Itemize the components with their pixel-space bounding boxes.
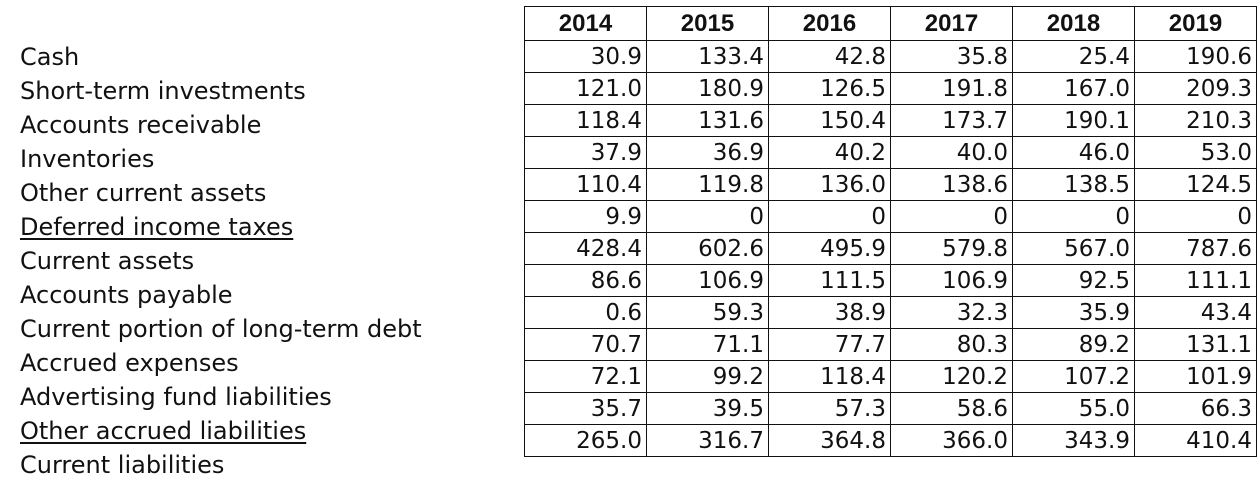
- value-cell: 167.0: [1013, 73, 1135, 105]
- row-label-text: Current liabilities: [20, 451, 225, 479]
- value-cell: 70.7: [525, 329, 647, 361]
- value-cell: 35.8: [891, 41, 1013, 73]
- value-cell: 46.0: [1013, 137, 1135, 169]
- value-cell: 43.4: [1135, 297, 1257, 329]
- row-label-text: Other current assets: [20, 179, 267, 207]
- value-cell: 364.8: [769, 425, 891, 457]
- value-cell: 133.4: [647, 41, 769, 73]
- value-cell: 99.2: [647, 361, 769, 393]
- row-label: [20, 74, 422, 108]
- value-cell: 106.9: [891, 265, 1013, 297]
- table-row: [525, 105, 1257, 137]
- value-cell: 35.7: [525, 393, 647, 425]
- value-cell: 107.2: [1013, 361, 1135, 393]
- value-cell: 40.0: [891, 137, 1013, 169]
- value-cell: 138.5: [1013, 169, 1135, 201]
- value-cell: 131.6: [647, 105, 769, 137]
- value-cell: 0: [1135, 201, 1257, 233]
- value-cell: 126.5: [769, 73, 891, 105]
- value-cell: 0: [1013, 201, 1135, 233]
- value-cell: 53.0: [1135, 137, 1257, 169]
- value-cell: 32.3: [891, 297, 1013, 329]
- value-cell: 110.4: [525, 169, 647, 201]
- value-cell: 35.9: [1013, 297, 1135, 329]
- row-label: [20, 244, 422, 278]
- value-cell: 101.9: [1135, 361, 1257, 393]
- value-cell: 40.2: [769, 137, 891, 169]
- value-cell: 210.3: [1135, 105, 1257, 137]
- row-label-text: Accounts payable: [20, 281, 233, 309]
- table-row: [525, 393, 1257, 425]
- row-label: [20, 380, 422, 414]
- row-label: [20, 210, 422, 244]
- value-cell: 190.1: [1013, 105, 1135, 137]
- row-label-text: Advertising fund liabilities: [20, 383, 332, 411]
- value-cell: 39.5: [647, 393, 769, 425]
- value-cell: 190.6: [1135, 41, 1257, 73]
- value-cell: 71.1: [647, 329, 769, 361]
- value-cell: 30.9: [525, 41, 647, 73]
- value-cell: 131.1: [1135, 329, 1257, 361]
- value-cell: 0: [769, 201, 891, 233]
- value-cell: 92.5: [1013, 265, 1135, 297]
- value-cell: 173.7: [891, 105, 1013, 137]
- table-row: [525, 233, 1257, 265]
- value-cell: 120.2: [891, 361, 1013, 393]
- row-label: [20, 142, 422, 176]
- row-label: [20, 278, 422, 312]
- value-cell: 111.1: [1135, 265, 1257, 297]
- table-row: [525, 201, 1257, 233]
- value-cell: 55.0: [1013, 393, 1135, 425]
- value-cell: 37.9: [525, 137, 647, 169]
- value-cell: 121.0: [525, 73, 647, 105]
- value-cell: 77.7: [769, 329, 891, 361]
- row-label-text: Short-term investments: [20, 77, 306, 105]
- row-label: [20, 346, 422, 380]
- value-cell: 410.4: [1135, 425, 1257, 457]
- year-header: 2016: [769, 7, 891, 41]
- value-cell: 138.6: [891, 169, 1013, 201]
- row-label-text: Inventories: [20, 145, 155, 173]
- value-cell: 66.3: [1135, 393, 1257, 425]
- value-cell: 0: [647, 201, 769, 233]
- value-cell: 58.6: [891, 393, 1013, 425]
- value-cell: 579.8: [891, 233, 1013, 265]
- row-label-text: Other accrued liabilities: [20, 417, 307, 445]
- row-label: [20, 312, 422, 346]
- row-label: [20, 40, 422, 74]
- value-cell: 36.9: [647, 137, 769, 169]
- value-cell: 265.0: [525, 425, 647, 457]
- financial-table: [524, 6, 1257, 457]
- table-row: [525, 73, 1257, 105]
- value-cell: 38.9: [769, 297, 891, 329]
- row-label-text: Current assets: [20, 247, 195, 275]
- value-cell: 191.8: [891, 73, 1013, 105]
- table-row: [525, 41, 1257, 73]
- table-row: [525, 425, 1257, 457]
- value-cell: 316.7: [647, 425, 769, 457]
- value-cell: 366.0: [891, 425, 1013, 457]
- value-cell: 150.4: [769, 105, 891, 137]
- year-header: 2019: [1135, 7, 1257, 41]
- value-cell: 25.4: [1013, 41, 1135, 73]
- table-body: [525, 41, 1257, 457]
- value-cell: 180.9: [647, 73, 769, 105]
- value-cell: 495.9: [769, 233, 891, 265]
- value-cell: 59.3: [647, 297, 769, 329]
- value-cell: 602.6: [647, 233, 769, 265]
- row-label-text: Deferred income taxes: [20, 213, 294, 241]
- year-header: 2017: [891, 7, 1013, 41]
- value-cell: 111.5: [769, 265, 891, 297]
- table-row: [525, 361, 1257, 393]
- value-cell: 118.4: [525, 105, 647, 137]
- year-header: 2015: [647, 7, 769, 41]
- value-cell: 89.2: [1013, 329, 1135, 361]
- year-header: 2014: [525, 7, 647, 41]
- row-label-text: Accounts receivable: [20, 111, 262, 139]
- value-cell: 428.4: [525, 233, 647, 265]
- value-cell: 567.0: [1013, 233, 1135, 265]
- value-cell: 119.8: [647, 169, 769, 201]
- table-row: [525, 297, 1257, 329]
- value-cell: 86.6: [525, 265, 647, 297]
- row-label: [20, 108, 422, 142]
- value-cell: 343.9: [1013, 425, 1135, 457]
- table-row: [525, 329, 1257, 361]
- table-row: [525, 265, 1257, 297]
- value-cell: 9.9: [525, 201, 647, 233]
- value-cell: 118.4: [769, 361, 891, 393]
- year-header-row: [525, 7, 1257, 41]
- value-cell: 0.6: [525, 297, 647, 329]
- row-label: [20, 448, 422, 482]
- value-cell: 787.6: [1135, 233, 1257, 265]
- value-cell: 209.3: [1135, 73, 1257, 105]
- year-header: 2018: [1013, 7, 1135, 41]
- value-cell: 124.5: [1135, 169, 1257, 201]
- row-label: [20, 414, 422, 448]
- value-cell: 42.8: [769, 41, 891, 73]
- row-label-text: Cash: [20, 43, 80, 71]
- row-labels: [20, 40, 422, 482]
- row-label-text: Accrued expenses: [20, 349, 239, 377]
- value-cell: 80.3: [891, 329, 1013, 361]
- row-label: [20, 176, 422, 210]
- row-label-text: Current portion of long-term debt: [20, 315, 422, 343]
- value-cell: 72.1: [525, 361, 647, 393]
- value-cell: 57.3: [769, 393, 891, 425]
- table-row: [525, 137, 1257, 169]
- value-cell: 106.9: [647, 265, 769, 297]
- value-cell: 0: [891, 201, 1013, 233]
- table-row: [525, 169, 1257, 201]
- value-cell: 136.0: [769, 169, 891, 201]
